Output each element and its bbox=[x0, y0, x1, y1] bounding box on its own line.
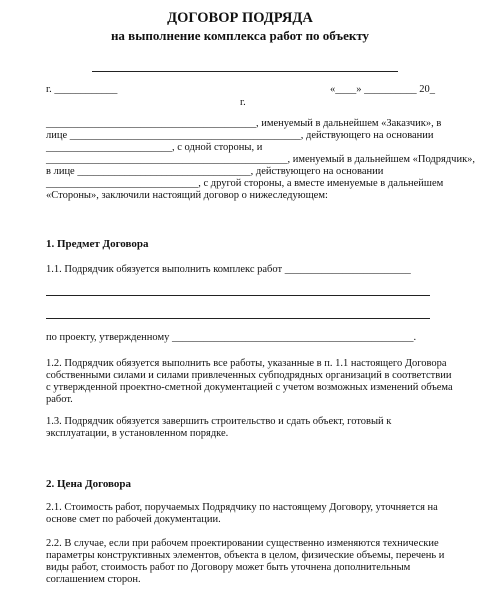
parties-line: «Стороны», заключили настоящий договор о нижеследующем: bbox=[46, 190, 328, 201]
clause-line: 1.2. Подрядчик обязуется выполнить все работы, указанные в п. 1.1 настоящего Договора bbox=[46, 358, 447, 369]
clause-line: виды работ, стоимость работ по Договору может быть уточнена дополнительным bbox=[46, 562, 411, 573]
clause-line: параметры конструктивных элементов, объекта в целом, физические объемы, перечень и bbox=[46, 550, 445, 561]
clause-line: эксплуатации, в установленном порядке. bbox=[46, 428, 229, 439]
work-description-line bbox=[46, 318, 430, 319]
clause-line: соглашением сторон. bbox=[46, 574, 141, 585]
clause-line: с утвержденной проектно-сметной документацией с учетом возможных изменений объема bbox=[46, 382, 453, 393]
clause-line: 2.1. Стоимость работ, поручаемых Подрядчику по настоящему Договору, уточняется на bbox=[46, 502, 438, 513]
clause-line: 2.2. В случае, если при рабочем проектировании существенно изменяются технические bbox=[46, 538, 439, 549]
document-subtitle: на выполнение комплекса работ по объекту bbox=[110, 28, 370, 43]
city-field: г. ____________ bbox=[46, 84, 118, 95]
clause-line: основе смет по рабочей документации. bbox=[46, 514, 221, 525]
parties-line: ______________________________________________, именуемый в дальнейшем «Подрядчик», bbox=[46, 154, 476, 165]
object-name-line bbox=[92, 71, 398, 72]
work-description-line bbox=[46, 295, 430, 296]
parties-line: _____________________________, с другой стороны, а вместе именуемые в дальнейшем bbox=[46, 178, 444, 189]
parties-line: лице ____________________________________________, действующего на основании bbox=[46, 130, 434, 141]
parties-line: в лице _________________________________, действующего на основании bbox=[46, 166, 384, 177]
clause-line: собственными силами и силами привлеченных субподрядных организаций в соответствии bbox=[46, 370, 452, 381]
section-2-heading: 2. Цена Договора bbox=[46, 478, 132, 490]
parties-line: ________________________, с одной стороны, и bbox=[46, 142, 263, 153]
clause-1-1: 1.1. Подрядчик обязуется выполнить комплекс работ ________________________ bbox=[46, 264, 411, 275]
clause-1-1-project: по проекту, утвержденному ______________________________________________. bbox=[46, 332, 417, 343]
clause-line: 1.3. Подрядчик обязуется завершить строительство и сдать объект, готовый к bbox=[46, 416, 392, 427]
parties-line: ________________________________________, именуемый в дальнейшем «Заказчик», в bbox=[46, 118, 442, 129]
document-title: ДОГОВОР ПОДРЯДА bbox=[167, 10, 313, 26]
year-suffix: г. bbox=[240, 97, 246, 108]
clause-line: работ. bbox=[46, 394, 73, 405]
section-1-heading: 1. Предмет Договора bbox=[46, 238, 149, 250]
date-field: «____» __________ 20_ bbox=[330, 84, 435, 95]
